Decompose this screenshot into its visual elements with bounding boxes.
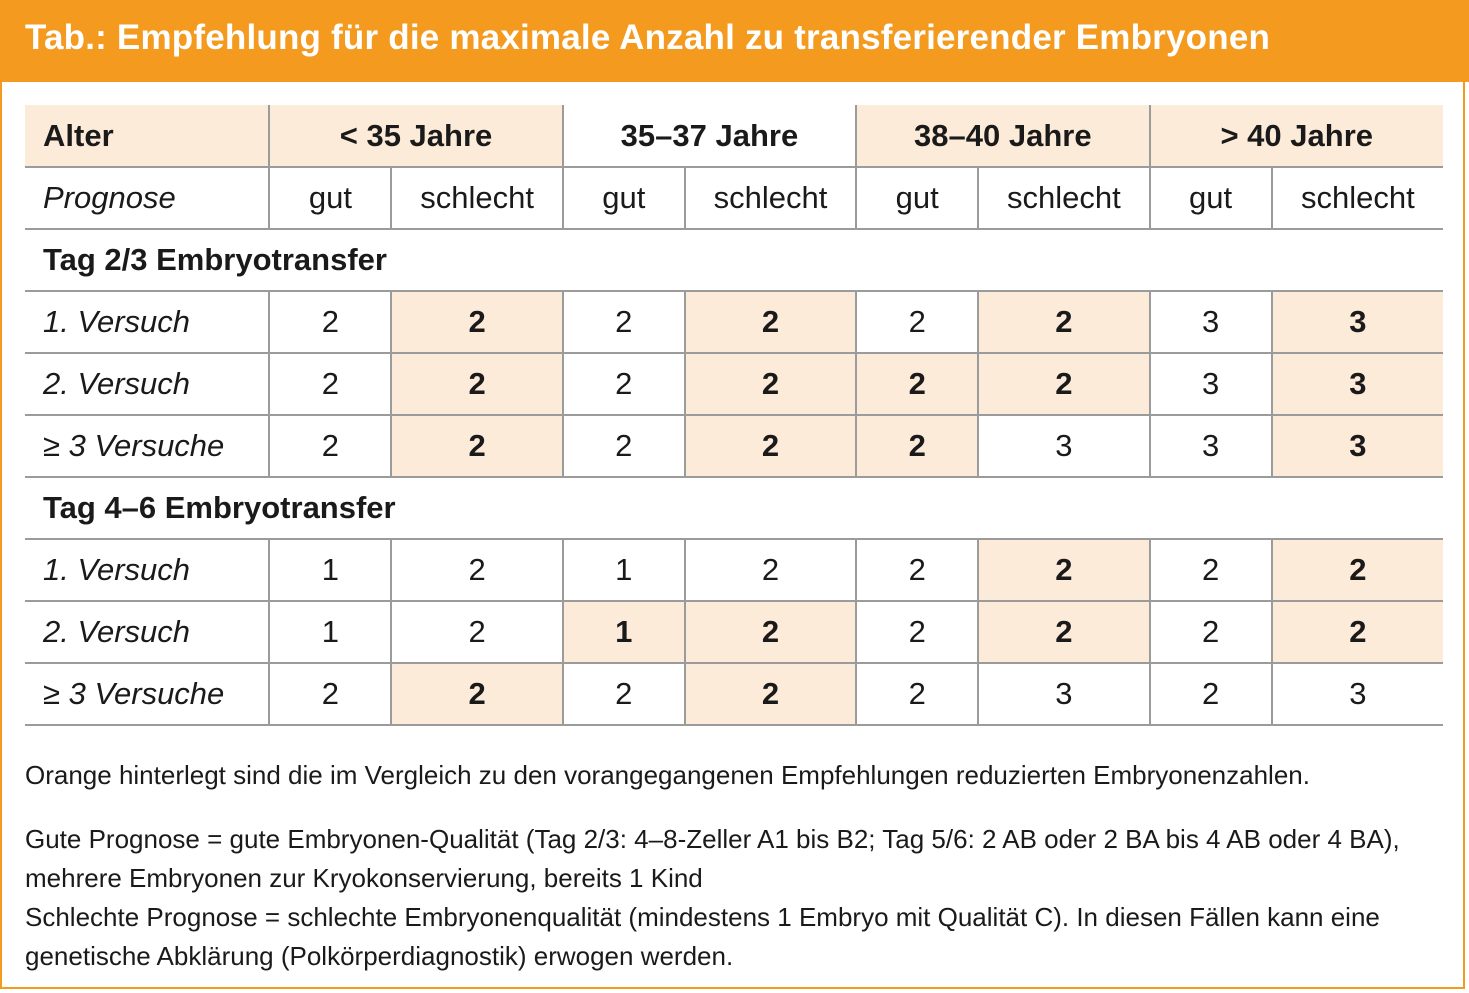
table-cell: 2 <box>391 663 562 725</box>
table-cell: 2 <box>391 291 562 353</box>
table-cell: 2 <box>685 291 856 353</box>
row-label: ≥ 3 Versuche <box>25 415 269 477</box>
prognose-header: schlecht <box>1272 167 1443 229</box>
table-cell: 2 <box>978 601 1149 663</box>
recommendation-table <box>25 105 1443 726</box>
table-cell: 3 <box>1150 291 1272 353</box>
table-cell: 3 <box>978 663 1149 725</box>
section-title: Tag 4–6 Embryotransfer <box>25 477 1443 539</box>
table-row <box>25 291 1443 353</box>
table-cell: 2 <box>856 663 978 725</box>
table-cell: 2 <box>978 291 1149 353</box>
table-cell: 2 <box>269 353 391 415</box>
prognose-header: gut <box>563 167 685 229</box>
prognose-header: gut <box>269 167 391 229</box>
table-cell: 2 <box>391 353 562 415</box>
prognose-header: gut <box>1150 167 1272 229</box>
prognose-header-row <box>25 167 1443 229</box>
table-row <box>25 415 1443 477</box>
table-cell: 2 <box>1272 601 1443 663</box>
table-cell: 2 <box>563 415 685 477</box>
section-row <box>25 477 1443 539</box>
row-label: 1. Versuch <box>25 539 269 601</box>
section-title: Tag 2/3 Embryotransfer <box>25 229 1443 291</box>
table-cell: 2 <box>563 291 685 353</box>
table-cell: 2 <box>856 415 978 477</box>
age-group-header: 38–40 Jahre <box>856 105 1149 167</box>
table-row <box>25 663 1443 725</box>
prognose-header: gut <box>856 167 978 229</box>
table-cell: 2 <box>1150 539 1272 601</box>
table-cell: 1 <box>269 539 391 601</box>
table-cell: 2 <box>685 539 856 601</box>
table-cell: 2 <box>978 539 1149 601</box>
table-cell: 2 <box>391 601 562 663</box>
table-row <box>25 539 1443 601</box>
table-cell: 2 <box>391 539 562 601</box>
table-cell: 3 <box>1272 353 1443 415</box>
title-bar <box>0 0 1469 82</box>
row-label: 2. Versuch <box>25 353 269 415</box>
table-cell: 3 <box>978 415 1149 477</box>
table-cell: 2 <box>269 663 391 725</box>
age-group-header: < 35 Jahre <box>269 105 562 167</box>
table-cell: 1 <box>563 539 685 601</box>
age-header-row <box>25 105 1443 167</box>
table-notes <box>25 756 1445 976</box>
age-group-header: 35–37 Jahre <box>563 105 856 167</box>
table-cell: 2 <box>269 415 391 477</box>
good-prognosis-note: Gute Prognose = gute Embryonen-Qualität (Tag 2/3: 4–8-Zeller A1 bis B2; Tag 5/6: 2 AB oder 2 BA bis 4 AB oder 4 BA), mehrere Embryonen zur Kryokonservierung, bereits 1 Kind <box>25 824 1400 893</box>
table-cell: 2 <box>856 601 978 663</box>
table-cell: 2 <box>685 601 856 663</box>
table-cell: 2 <box>563 663 685 725</box>
bad-prognosis-note: Schlechte Prognose = schlechte Embryonenqualität (mindestens 1 Embryo mit Qualität C). In diesen Fällen kann eine genetische Abklärung (Polkörperdiagnostik) erwogen werden. <box>25 902 1380 971</box>
highlight-note: Orange hinterlegt sind die im Vergleich zu den vorangegangenen Empfehlungen reduzierten Embryonenzahlen. <box>25 760 1310 790</box>
table-cell: 2 <box>856 291 978 353</box>
row-label: 1. Versuch <box>25 291 269 353</box>
table-title: Tab.: Empfehlung für die maximale Anzahl zu transferierender Embryonen <box>25 18 1271 57</box>
table-cell: 2 <box>856 539 978 601</box>
table-row <box>25 353 1443 415</box>
prognose-header: schlecht <box>978 167 1149 229</box>
table-cell: 3 <box>1272 291 1443 353</box>
table-cell: 2 <box>685 663 856 725</box>
table-row <box>25 601 1443 663</box>
section-row <box>25 229 1443 291</box>
table-cell: 2 <box>685 353 856 415</box>
table-cell: 2 <box>856 353 978 415</box>
table-cell: 2 <box>563 353 685 415</box>
table-cell: 3 <box>1150 415 1272 477</box>
table-cell: 2 <box>1150 601 1272 663</box>
table-cell: 1 <box>563 601 685 663</box>
prognose-label: Prognose <box>25 167 269 229</box>
table-cell: 2 <box>1272 539 1443 601</box>
table-cell: 2 <box>391 415 562 477</box>
table-cell: 2 <box>269 291 391 353</box>
table-cell: 3 <box>1272 663 1443 725</box>
table-cell: 3 <box>1272 415 1443 477</box>
row-label: ≥ 3 Versuche <box>25 663 269 725</box>
table-cell: 3 <box>1150 353 1272 415</box>
table-cell: 2 <box>685 415 856 477</box>
age-group-header: > 40 Jahre <box>1150 105 1444 167</box>
prognose-header: schlecht <box>685 167 856 229</box>
row-label: 2. Versuch <box>25 601 269 663</box>
alter-label: Alter <box>25 105 269 167</box>
table-cell: 2 <box>978 353 1149 415</box>
table-cell: 2 <box>1150 663 1272 725</box>
table-cell: 1 <box>269 601 391 663</box>
prognose-header: schlecht <box>391 167 562 229</box>
